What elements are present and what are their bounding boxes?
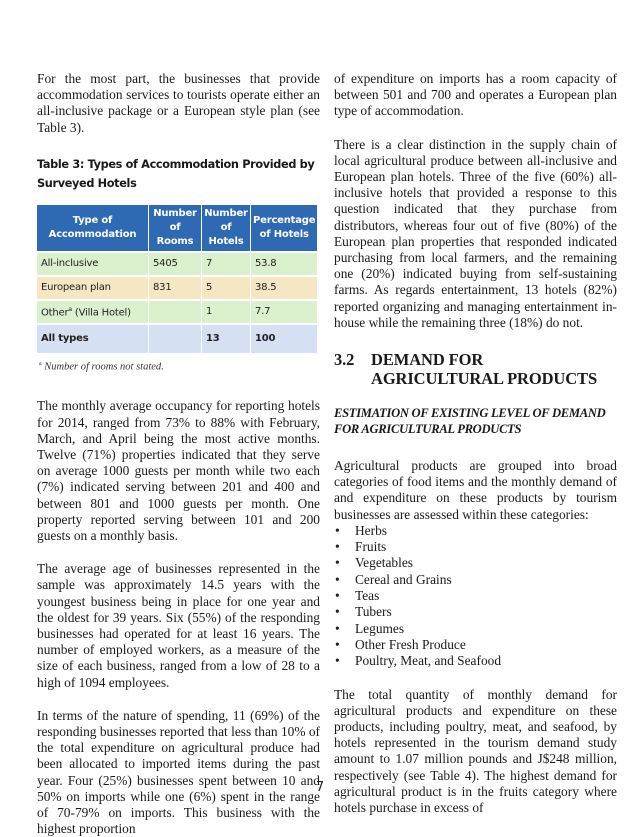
continuation-paragraph: of expenditure on imports has a room capacity of between 501 and 700 and operates a European plan type of accommodation. [334,71,617,119]
bullet-icon: • [335,636,340,652]
bullet-icon: • [335,571,340,587]
cell-rooms: 5405 [149,253,201,275]
bullet-icon: • [335,555,340,571]
supply-chain-paragraph: There is a clear distinction in the supply chain of local agricultural produce between all-inclusive and European plan hotels. Three of the five (60%) all-inclusive hotels that provided a response to this question indicated that they purchase from distributors, whereas four out of five (80%) of the European plan properties that responded indicated purchasing from local farmers, and the remaining one (20%) indicated buying from self-sustaining farms. As regards entertainment, 13 hotels (82%) reported organizing and managing entertainment in-house while the remaining three (18%) do not. [334,136,617,330]
table-caption: Table 3: Types of Accommodation Provided by Surveyed Hotels [37,157,315,190]
category-label: Vegetables [355,555,414,571]
header-type: Type of Accommodation [37,205,148,251]
cell-type: European plan [37,277,148,299]
list-item [334,539,617,555]
cell-type [37,301,148,323]
table-row [37,301,317,323]
header-hotels: Number of Hotels [202,205,250,251]
accommodation-table [36,203,318,355]
bullet-icon: • [335,604,340,620]
category-label: Other Fresh Produce [355,636,466,652]
header-rooms: Number of Rooms [149,205,201,251]
cell-percentage: 53.8 [251,253,317,275]
footnote-marker: a [68,305,72,313]
categories-intro: Agricultural products are grouped into broad categories of food items and the monthly demand of and expenditure on these products by tourism businesses are assessed within these categories: [334,458,617,522]
cell-type: All-inclusive [37,253,148,275]
table-row [37,253,317,275]
occupancy-paragraph: The monthly average occupancy for reporting hotels for 2014, ranged from 73% to 88% with February, March, and April being the most active months. Twelve (71%) properties indicated that they serve on average 1000 guests per month while two each (7%) indicated serving between 201 and 400 and between 801 and 1000 guests per month. One property reported serving between 101 and 200 guests on a monthly basis. [37,398,320,543]
header-percentage: Percentage of Hotels [251,205,317,251]
cell-type-text: Other [41,306,69,318]
category-label: Herbs [355,522,387,538]
cell-percentage: 38.5 [251,277,317,299]
list-item [334,572,617,588]
list-item [334,588,617,604]
bullet-icon: • [335,539,340,555]
cell-hotels: 13 [202,325,250,353]
cell-type: All types [37,325,148,353]
bullet-icon: • [335,653,340,669]
total-demand-paragraph: The total quantity of monthly demand for agricultural products and expenditure on these products, including poultry, meat, and seafood, by hotels represented in the tourism demand study amount to 1.07 million pounds and J$248 million, respectively (see Table 4). The highest demand for agricultural product is in the fruits category where hotels purchase in excess of [334,686,617,815]
bullet-icon: • [335,522,340,538]
intro-paragraph: For the most part, the businesses that provide accommodation services to tourists operate either an all-inclusive package or a European style plan (see Table 3). [37,71,320,135]
list-item [334,637,617,653]
section-heading [334,350,617,388]
list-item [334,523,617,539]
table-row [37,277,317,299]
cell-hotels: 5 [202,277,250,299]
category-label: Cereal and Grains [355,571,452,587]
subsection-heading: ESTIMATION OF EXISTING LEVEL OF DEMAND FOR AGRICULTURAL PRODUCTS [334,406,606,437]
page-number: 7 [315,780,325,795]
list-item [334,555,617,571]
category-label: Fruits [355,539,387,555]
cell-hotels: 7 [202,253,250,275]
category-label: Poultry, Meat, and Seafood [355,653,502,669]
list-item [334,653,617,669]
cell-percentage: 7.7 [251,301,317,323]
table-header-row [37,205,317,251]
table-footnote [39,361,320,373]
bullet-icon: • [335,588,340,604]
category-label: Legumes [355,620,405,636]
cell-percentage: 100 [251,325,317,353]
category-label: Tubers [355,604,392,620]
cell-hotels: 1 [202,301,250,323]
category-list [334,523,617,670]
footnote-marker: a [39,360,42,367]
category-label: Teas [355,588,380,604]
cell-rooms: 831 [149,277,201,299]
left-column [37,71,320,837]
cell-type-suffix: (Villa Hotel) [71,306,131,318]
cell-rooms [149,325,201,353]
section-number: 3.2 [334,350,355,370]
section-title: DEMAND FOR AGRICULTURAL PRODUCTS [371,350,598,389]
age-paragraph: The average age of businesses represented in the sample was approximately 14.5 years with the youngest business being in place for one year and the oldest for 39 years. Six (55%) of the responding businesses had operated for at least 16 years. The number of employed workers, as a measure of the size of each business, ranged from a low of 28 to a high of 1094 employees. [37,561,320,690]
cell-rooms [149,301,201,323]
list-item [334,604,617,620]
list-item [334,621,617,637]
table-total-row [37,325,317,353]
spending-paragraph: In terms of the nature of spending, 11 (69%) of the responding businesses reported that less than 10% of the total expenditure on agricultural produce had been allocated to imported items during the past year. Four (25%) businesses spent between 10 and 50% on imports while one (6%) spent in the range of 70-79% on imports. This business with the highest proportion [37,707,321,837]
bullet-icon: • [335,620,340,636]
footnote-text: Number of rooms not stated. [44,361,164,373]
right-column [334,71,617,816]
